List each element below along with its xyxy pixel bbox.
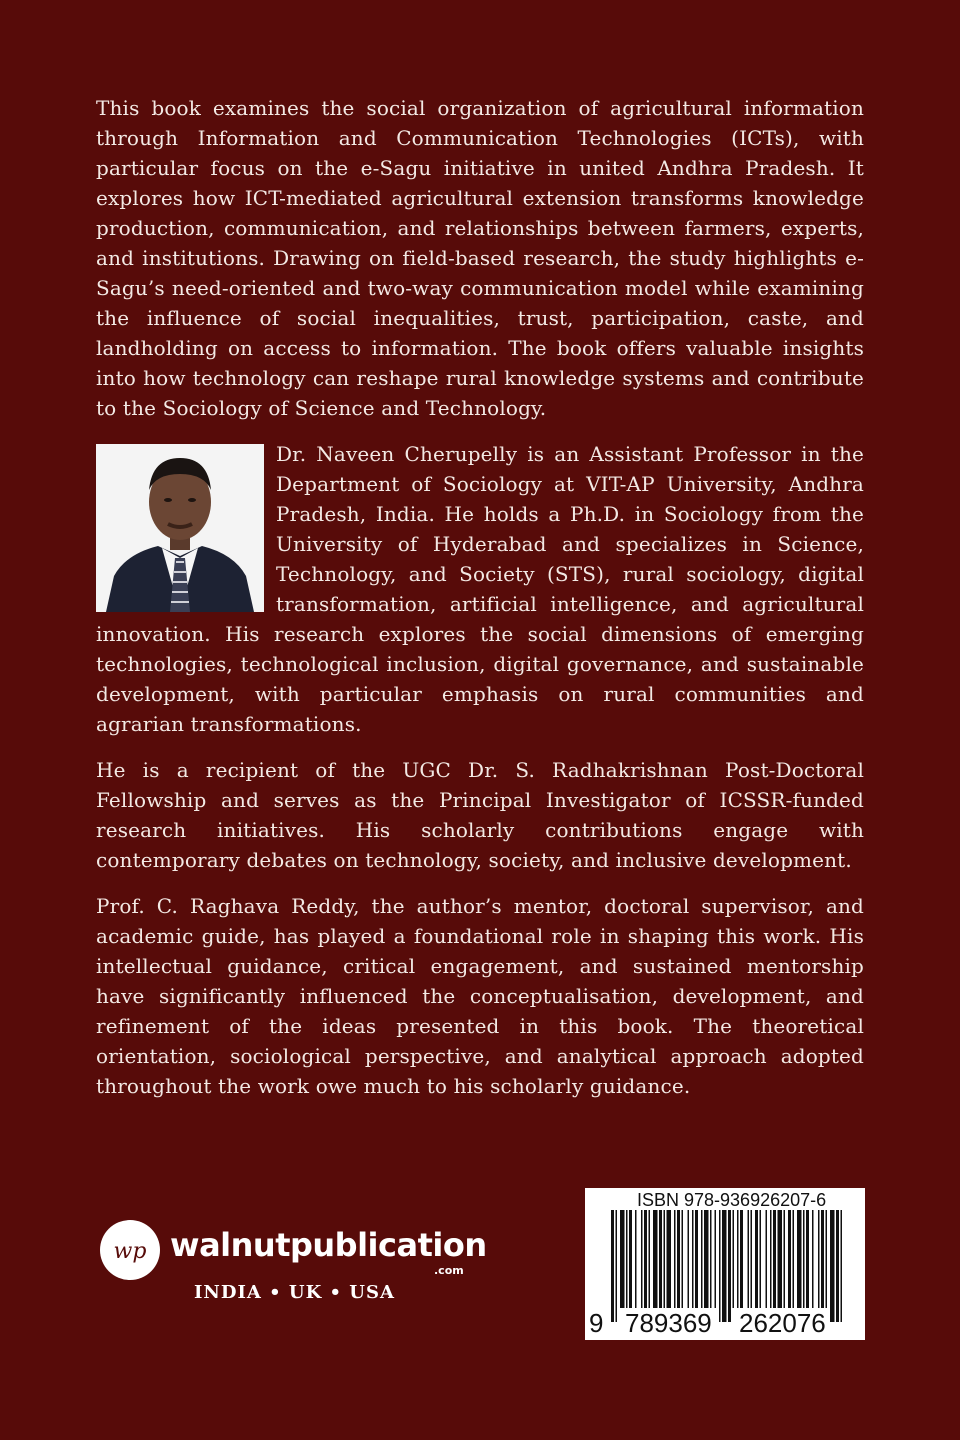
barcode-bar <box>719 1210 721 1322</box>
barcode-bar <box>704 1210 709 1308</box>
barcode-bar <box>806 1210 809 1308</box>
isbn-group-1: 789369 <box>625 1308 712 1338</box>
barcode-bar <box>653 1210 658 1308</box>
barcode-bar <box>755 1210 758 1308</box>
barcode-bar <box>616 1210 618 1322</box>
barcode-bar <box>812 1210 814 1308</box>
author-bio-paragraph-2: He is a recipient of the UGC Dr. S. Radhakrishnan Post-Doctoral Fellowship and serves as the Principal Investigator of ICSSR-funded research initiatives. His scholarly contributions engage with contemporary debates on technology, society, and inclusive development. <box>96 758 864 872</box>
barcode-bar <box>692 1210 694 1308</box>
barcode-bar <box>803 1210 805 1308</box>
isbn-lead-digit: 9 <box>589 1308 604 1338</box>
barcode-bar <box>836 1210 839 1322</box>
barcode-bar <box>674 1210 676 1308</box>
barcode-bar <box>737 1210 739 1308</box>
walnut-logo-icon <box>100 1220 160 1280</box>
barcode-bar <box>821 1210 824 1308</box>
barcode-bar <box>710 1210 712 1308</box>
barcode-bar <box>826 1210 828 1308</box>
barcode-bar <box>659 1210 662 1308</box>
barcode-bar <box>748 1210 750 1308</box>
isbn-label: ISBN 978-936926207-6 <box>637 1190 827 1210</box>
barcode-bar <box>635 1210 637 1308</box>
author-portrait-icon <box>96 444 264 612</box>
publisher-domain: .com <box>434 1264 464 1277</box>
barcode-bar <box>740 1210 743 1308</box>
barcode-bar <box>751 1210 753 1308</box>
barcode-bar <box>773 1210 776 1308</box>
barcode-bar <box>797 1210 802 1308</box>
barcode-bar <box>728 1210 731 1322</box>
barcode-bar <box>733 1210 735 1308</box>
barcode-bar <box>818 1210 820 1308</box>
barcode-bar <box>667 1210 672 1308</box>
isbn-group-2: 262076 <box>739 1308 826 1338</box>
isbn-barcode <box>585 1188 865 1340</box>
publisher-logo <box>100 1220 160 1280</box>
publisher-name: walnutpublication <box>170 1226 487 1264</box>
publisher-regions: INDIA • UK • USA <box>194 1282 395 1303</box>
barcode-bar <box>793 1210 795 1308</box>
barcode-bar <box>677 1210 680 1308</box>
author-bio-paragraph: Dr. Naveen Cherupelly is an Assistant Professor in the Department of Sociology at VIT-AP University, Andhra Pradesh, India. He holds a Ph.D. in Sociology from the University of Hyderabad and specializes in Science, Technology, and Society (STS), rural sociology, digital transformation, artificial intelligence, and agricultural innovation. His research explores the social dimensions of emerging technologies, technological inclusion, digital governance, and sustainable development, with particular emphasis on rural communities and agrarian transformations. <box>96 442 864 736</box>
barcode-bar <box>664 1210 666 1308</box>
publisher-block <box>100 1218 500 1328</box>
barcode-bar <box>629 1210 632 1308</box>
barcode-bar <box>766 1210 768 1308</box>
barcode-bar <box>620 1210 625 1308</box>
barcode-bar <box>695 1210 698 1308</box>
barcode-bar <box>722 1210 727 1322</box>
barcode-bar <box>841 1210 843 1322</box>
barcode-bar <box>701 1210 703 1308</box>
barcode-bar <box>688 1210 690 1308</box>
author-bio <box>96 439 864 875</box>
barcode-bar <box>830 1210 835 1322</box>
logo-monogram: wp <box>113 1239 147 1264</box>
author-photo <box>96 444 264 612</box>
barcode-bar <box>784 1210 786 1308</box>
barcode-bar <box>611 1210 614 1322</box>
barcode-bar <box>788 1210 791 1308</box>
back-cover-content <box>96 93 864 1101</box>
barcode-bar <box>649 1210 651 1308</box>
barcode-bar <box>641 1210 643 1308</box>
mentor-note: Prof. C. Raghava Reddy, the author’s mentor, doctoral supervisor, and academic guide, has played a foundational role in shaping this work. His intellectual guidance, critical engagement, and sustained mentorship have significantly influenced the conceptualisation, development, and refinement of the ideas presented in this book. The theoretical orientation, sociological perspective, and analytical approach adopted throughout the work owe much to his scholarly guidance. <box>96 894 864 1098</box>
barcode-bar <box>682 1210 684 1308</box>
barcode-bar <box>715 1210 717 1308</box>
barcode-bar <box>626 1210 628 1308</box>
barcode-bar <box>778 1210 783 1308</box>
barcode-bar <box>770 1210 772 1308</box>
barcode-bar <box>644 1210 647 1308</box>
barcode-bar <box>760 1210 762 1308</box>
book-description: This book examines the social organization of agricultural information through Information and Communication Technologies (ICTs), with particular focus on the e-Sagu initiative in united Andhra Pradesh. It explores how ICT-mediated agricultural extension transforms knowledge production, communication, and relationships between farmers, experts, and institutions. Drawing on field-based research, the study highlights e-Sagu’s need-oriented and two-way communication model while examining the influence of social inequalities, trust, participation, caste, and landholding on access to information. The book offers valuable insights into how technology can reshape rural knowledge systems and contribute to the Sociology of Science and Technology. <box>96 96 864 420</box>
